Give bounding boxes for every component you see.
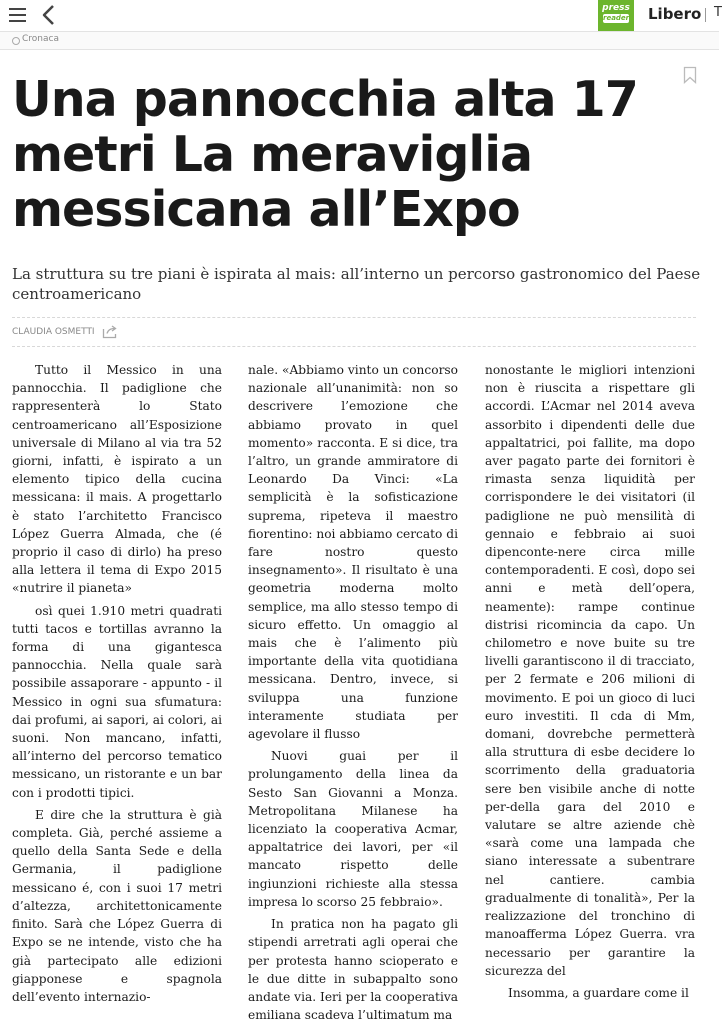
logo-text-reader: reader: [603, 14, 630, 22]
article-column-1: [12, 361, 222, 1006]
share-icon[interactable]: [102, 324, 119, 339]
article-subheadline: La struttura su tre piani è ispirata al mais: all’interno un percorso gastronomico del Paese centroamericano: [12, 265, 701, 303]
paragraph: E dire che la struttura è già completa. Già, perché assieme a quello della Santa Sede e della Germania, il padiglione messicano é, con i suoi 17 metri d’altezza, architettonicamente finito. Sarà che López Guerra di Expo se ne intende, visto che ha già partecipato alle edizioni giapponese e spagnola dell’evento internazio-: [12, 807, 222, 1004]
section-dot-icon: [12, 37, 20, 45]
toolbar-extra-text[interactable]: T: [714, 5, 722, 20]
article-column-3: [485, 361, 695, 1002]
section-label[interactable]: Cronaca: [22, 34, 59, 44]
paragraph: nonostante le migliori intenzioni non è riuscita a rispettare gli accordi. L’Acmar nel 2014 aveva assorbito i dipendenti delle due appaltatrici, poi fallite, ma dopo aver pagato parte dei fornitori è rimasta senza liquidità per corrispondere le dei visitatori (il padiglione ne può mensilità di gennaio e febbraio ai suoi dipenconte-nere circa mille contemporadenti. E così, dopo sei anni e metà dell’opera, neamente): rampe continue distrisi ricomincia da capo. Un chilometro e nove buite su tre livelli garantiscono il di tracciato, per 2 fermate e 206 milioni di movimento. E poi un gioco di luci euro investiti. Il cda di Mm, domani, dovrebche permetterà alla struttura di esbe decidere lo scorrimento della graduatoria sere ben visibile anche di notte per-della gara del 2010 e valutare se altre aziende chè «sarà come una lampada che siano interessate a subentrare nel cantiere. cambia gradualmente di tonalità», Per la realizzazione del tronchino di manoafferma López Guerra. vra necessario per garantire la sicurezza del: [485, 363, 695, 978]
paragraph: In pratica non ha pagato gli stipendi arretrati agli operai che per protesta hanno scioperato e le due ditte in subappalto sono andate via. Ieri per la cooperativa emiliana scadeva l’ultimatum ma: [248, 917, 458, 1023]
paragraph: Insomma, a guardare come il: [508, 985, 689, 1000]
byline-divider-top: [12, 317, 696, 318]
paragraph: Tutto il Messico in una pannocchia. Il padiglione che rappresenterà lo Stato centroamericano all’Esposizione universale di Milano al via tra 52 giorni, infatti, è ispirato a un elemento tipico della cucina messicana: il mais. A progettarlo è stato l’architetto Francisco López Guerra Almada, che (é proprio il caso di dirlo) ha preso alla lettera il tema di Expo 2015 «nutrire il pianeta»: [12, 363, 222, 596]
logo-text-press: press: [602, 3, 630, 13]
paragraph: osì quei 1.910 metri quadrati tutti tacos e tortillas avranno la forma di una gigantesca pannocchia. Nella quale sarà possibile assaporare - appunto - il Messico in ogni sua sfumatura: dai profumi, ai sapori, ai colori, ai suoni. Non mancano, infatti, all’interno del percorso tematico messicano, un ristorante e un bar con i prodotti tipici.: [12, 603, 222, 800]
paragraph: Nuovi guai per il prolungamento della linea da Sesto San Giovanni a Monza. Metropolitana Milanese ha licenziato la cooperativa Acmar, appaltatrice dei lavori, per «il mancato rispetto delle ingiunzioni richieste alla stessa impresa lo scorso 25 febbraio».: [248, 749, 458, 909]
bookmark-icon[interactable]: [683, 66, 697, 84]
hamburger-menu-icon[interactable]: [9, 8, 26, 22]
publication-name[interactable]: Libero: [648, 5, 702, 23]
section-breadcrumb: [0, 31, 719, 50]
article-headline: Una pannocchia alta 17 metri La meraviglia messicana all’Expo: [12, 71, 638, 238]
divider: [705, 8, 706, 22]
paragraph: nale. «Abbiamo vinto un concorso nazionale all’unanimità: non so descrivere l’emozione che abbiamo provato in quel momento» racconta. E si dice, tra l’altro, un grande ammiratore di Leonardo Da Vinci: «La semplicità è la sofisticazione suprema, ripeteva il maestro fiorentino: noi abbiamo cercato di fare nostro questo insegnamento». Il risultato è una geometria moderna molto semplice, ma allo stesso tempo di sicuro effetto. Un omaggio al mais che è l’alimento più importante della vita quotidiana messicana. Dentro, invece, si sviluppa una funzione interamente studiata per agevolare il flusso: [248, 363, 458, 742]
pressreader-logo[interactable]: [598, 0, 634, 31]
top-bar: [0, 0, 722, 30]
byline-divider-bottom: [12, 346, 696, 347]
article-column-2: [248, 361, 458, 1024]
chevron-left-icon[interactable]: [40, 3, 56, 27]
article-author: CLAUDIA OSMETTI: [12, 327, 95, 337]
